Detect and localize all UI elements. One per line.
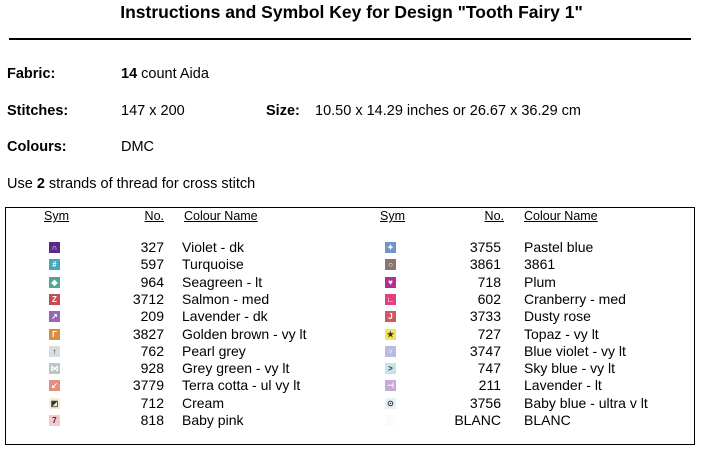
dmc-number: 747 (477, 360, 501, 377)
dmc-number: 211 (478, 377, 501, 394)
right-key-row (6, 377, 694, 394)
dmc-number: 3756 (469, 394, 501, 411)
right-key-row (6, 239, 694, 256)
right-sym-header: Sym (380, 209, 405, 223)
dmc-number: 718 (477, 273, 501, 290)
strand-count: 2 (36, 176, 45, 192)
colour-name: Cream (182, 394, 225, 411)
colour-name: Baby blue - ultra v lt (524, 394, 648, 411)
thread-instruction (7, 176, 255, 192)
dmc-number: 928 (140, 360, 164, 377)
right-key-row (6, 274, 694, 291)
dmc-number: 3827 (132, 325, 164, 342)
arch-symbol: ∩ (49, 242, 60, 253)
colour-name: Grey green - vy lt (182, 360, 290, 377)
size-label: Size: (266, 103, 300, 119)
right-key-row (6, 326, 694, 343)
corner-symbol: Γ (49, 329, 60, 340)
colours-value: DMC (121, 139, 155, 155)
up-arrow-symbol: ↑ (49, 346, 60, 357)
colour-name: Pearl grey (182, 342, 246, 359)
page-title: Instructions and Symbol Key for Design "Tooth Fairy 1" (120, 2, 583, 22)
colour-name: Pastel blue (524, 239, 594, 255)
dmc-number: 597 (140, 256, 164, 273)
seven-symbol: 7 (49, 415, 60, 426)
chevron-symbol: > (385, 363, 396, 374)
left-name-header: Colour Name (184, 209, 258, 223)
tee-symbol: ⊣ (385, 380, 396, 391)
star-box-symbol: ✦ (385, 242, 396, 253)
colour-name: BLANC (524, 412, 571, 428)
half-square-symbol: ◩ (50, 398, 59, 408)
colour-name: Golden brown - vy lt (182, 325, 307, 342)
fabric-label: Fabric: (7, 66, 56, 82)
blank-symbol (385, 415, 396, 426)
right-key-row (6, 256, 694, 273)
dmc-number: 762 (140, 342, 164, 359)
dmc-number: 3861 (469, 256, 501, 273)
right-key-row (6, 291, 694, 308)
colour-name: Blue violet - vy lt (524, 342, 626, 359)
dmc-number: 727 (477, 325, 501, 342)
dmc-number: 3712 (132, 290, 164, 307)
bowtie-symbol: ⋈ (50, 364, 59, 374)
star-symbol: ★ (386, 329, 395, 339)
right-no-header: No. (484, 209, 504, 223)
colour-name: Baby pink (182, 412, 244, 428)
dmc-number: 964 (140, 273, 164, 290)
dmc-number: 602 (477, 290, 501, 307)
stitches-value: 147 x 200 (121, 103, 185, 119)
dmc-number: 3779 (132, 377, 164, 394)
j-symbol: J (385, 311, 396, 322)
colour-name: Lavender - dk (182, 308, 268, 325)
colour-name: Cranberry - med (524, 290, 626, 307)
right-key-row (6, 360, 694, 377)
venus-symbol: ♀ (385, 346, 396, 357)
colour-name: Seagreen - lt (182, 273, 263, 290)
right-key-row (6, 308, 694, 325)
fabric-value (121, 66, 209, 82)
colour-name: Lavender - lt (524, 377, 602, 394)
instruction-suffix: strands of thread for cross stitch (44, 176, 256, 192)
colours-label: Colours: (7, 139, 67, 155)
dmc-number: BLANC (454, 412, 501, 428)
right-key-row (6, 343, 694, 360)
right-key-row (6, 395, 694, 412)
dmc-number: 818 (140, 412, 164, 428)
instruction-prefix: Use (7, 176, 37, 192)
left-no-header: No. (144, 209, 164, 223)
fabric-count: 14 (121, 66, 138, 82)
left-sym-header: Sym (44, 209, 69, 223)
colour-name: Violet - dk (182, 239, 244, 255)
size-value: 10.50 x 14.29 inches or 26.67 x 36.29 cm (315, 103, 582, 119)
colour-name: Turquoise (182, 256, 244, 273)
colour-name: Terra cotta - ul vy lt (182, 377, 301, 394)
colour-name: Dusty rose (524, 308, 591, 325)
title-divider (9, 38, 691, 40)
colour-name: Topaz - vy lt (524, 325, 599, 342)
dot-circle-symbol: ⊙ (385, 398, 396, 409)
diamond-symbol: ◆ (49, 277, 60, 288)
colour-name: Salmon - med (182, 290, 270, 307)
symbol-key-table (5, 207, 695, 445)
colour-name: Sky blue - vy lt (524, 360, 616, 377)
dmc-number: 327 (140, 239, 164, 255)
stitches-label: Stitches: (7, 103, 69, 119)
dmc-number: 3747 (469, 342, 501, 359)
dmc-number: 3755 (469, 239, 501, 255)
dmc-number: 712 (140, 394, 164, 411)
arrow-symbol: ↗ (49, 311, 60, 322)
diagonal-symbol: ↙ (49, 380, 60, 391)
dmc-number: 3733 (469, 308, 501, 325)
l-corner-symbol: ∟ (386, 294, 395, 304)
right-key-row (6, 412, 694, 429)
colour-name: 3861 (524, 256, 556, 273)
hash-symbol: # (49, 259, 60, 270)
z-symbol: Z (49, 294, 60, 305)
dmc-number: 209 (140, 308, 164, 325)
right-name-header: Colour Name (524, 209, 598, 223)
heart-symbol: ♥ (385, 277, 396, 288)
fabric-type: count Aida (137, 66, 209, 82)
circle-symbol: ○ (385, 259, 396, 270)
colour-name: Plum (524, 273, 556, 290)
